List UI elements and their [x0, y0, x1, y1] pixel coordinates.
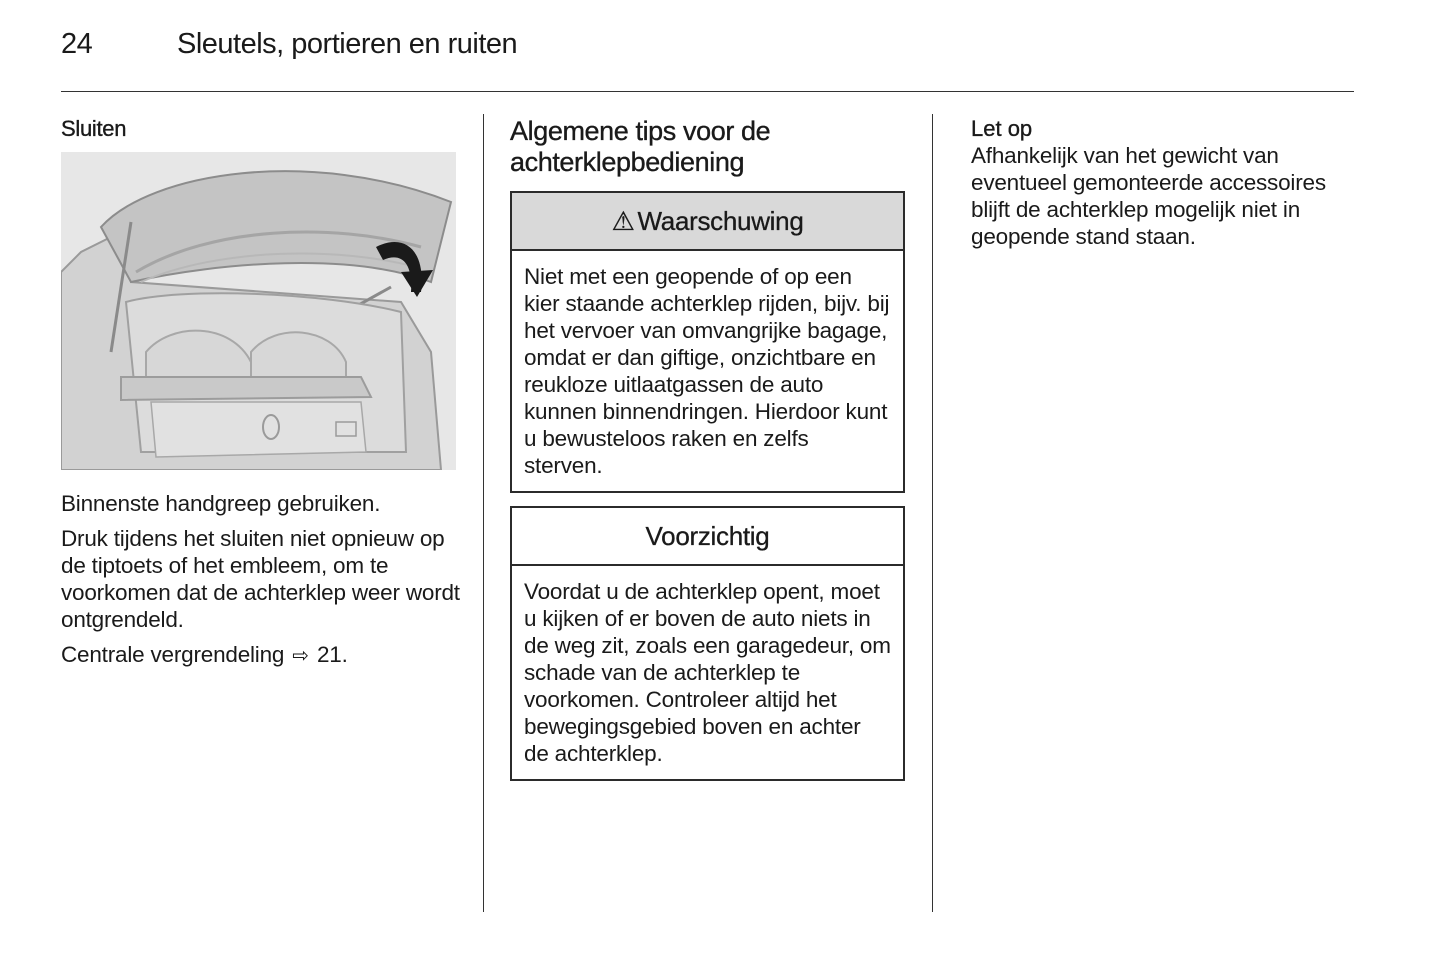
page-number: 24 — [61, 28, 93, 60]
car-tailgate-closing-illustration — [61, 152, 456, 470]
warning-triangle-icon: ⚠ — [611, 205, 635, 236]
page-header — [61, 28, 1354, 68]
paragraph-handgreep: Binnenste handgreep gebruiken. — [61, 491, 381, 516]
caution-text: Voordat u de achterklep opent, moet u kijken of er boven de auto niets in de weg zit, zoals een garagedeur, om schade van de achterklep te voorkomen. Controleer altijd het bewegingsgebied boven en achter de achterklep. — [524, 579, 891, 766]
subheading-sluiten: Sluiten — [61, 116, 127, 141]
header-rule — [61, 91, 1354, 92]
reference-page: 21. — [316, 642, 348, 667]
warning-title: Waarschuwing — [637, 205, 804, 236]
column-left — [61, 112, 461, 678]
warning-box — [510, 191, 905, 493]
column-divider-1 — [483, 114, 484, 912]
column-middle — [510, 112, 905, 794]
reference-text: Centrale vergrendeling — [61, 642, 285, 667]
note-text: Afhankelijk van het gewicht van eventueel gemonteerde accessoires blijft de achterklep mogelijk niet in geopende stand staan. — [971, 143, 1326, 249]
warning-header — [512, 193, 903, 251]
caution-box — [510, 506, 905, 781]
caution-title: Voorzichtig — [645, 520, 770, 551]
chapter-title: Sleutels, portieren en ruiten — [177, 28, 518, 60]
section-title: Algemene tips voor de achterklepbediening — [510, 116, 771, 177]
reference-arrow-icon: ⇨ — [292, 645, 309, 667]
note-label: Let op — [971, 116, 1033, 141]
cross-reference — [61, 641, 461, 670]
column-divider-2 — [932, 114, 933, 912]
paragraph-tiptoets: Druk tijdens het sluiten niet opnieuw op de tiptoets of het embleem, om te voorkomen dat de achterklep weer wordt ontgrendeld. — [61, 526, 460, 632]
caution-header — [512, 508, 903, 566]
column-right — [971, 112, 1361, 250]
warning-text: Niet met een geopende of op een kier staande achterklep rijden, bijv. bij het vervoer van omvangrijke bagage, omdat er dan giftige, onzichtbare en reukloze uitlaatgassen de auto kunnen binnendringen. Hierdoor kunt u bewusteloos raken en zelfs sterven. — [524, 264, 890, 478]
